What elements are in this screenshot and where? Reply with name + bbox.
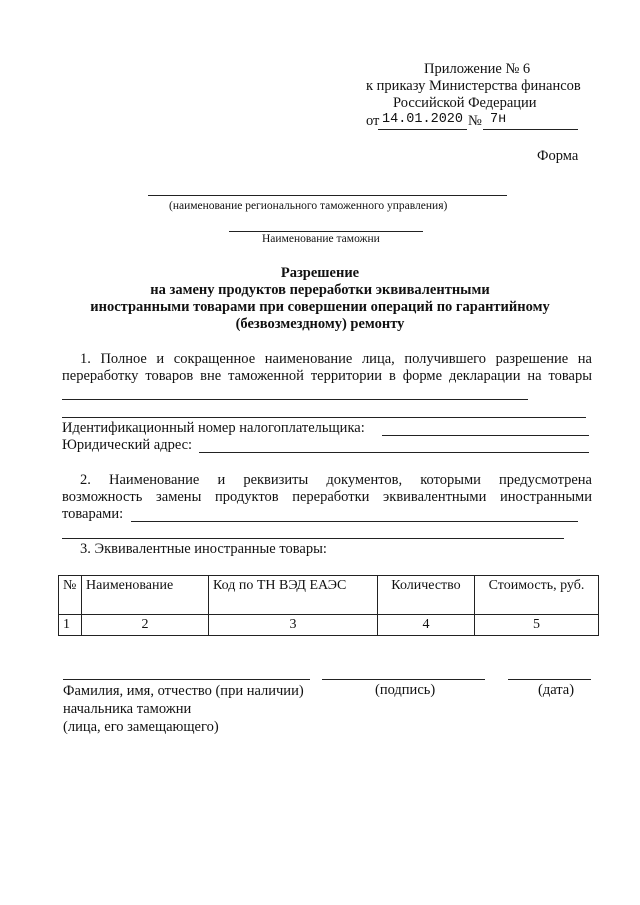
name-signature-line — [63, 679, 310, 680]
number-underline — [483, 129, 578, 130]
number-prefix: № — [468, 113, 482, 129]
customs-name-caption: Наименование таможни — [262, 233, 380, 245]
document-title: Разрешение — [280, 265, 360, 281]
table-header-cell: Код по ТН ВЭД ЕАЭС — [209, 576, 378, 615]
table-cell: 5 — [475, 615, 599, 636]
appendix-number: Приложение № 6 — [424, 61, 531, 77]
regional-office-line — [148, 195, 507, 196]
table-header-cell: Стоимость, руб. — [475, 576, 599, 615]
table-cell: 3 — [209, 615, 378, 636]
section3-heading: 3. Эквивалентные иностранные товары: — [80, 541, 327, 557]
table-row — [59, 615, 599, 636]
legal-address-label: Юридический адрес: — [62, 437, 193, 453]
date-underline — [378, 129, 467, 130]
order-date: 14.01.2020 — [382, 112, 464, 127]
deputy-label: (лица, его замещающего) — [63, 719, 219, 735]
section1-blank-line-2 — [62, 417, 586, 418]
federation-label: Российской Федерации — [393, 95, 537, 111]
full-name-label: Фамилия, имя, отчество (при наличии) — [63, 683, 304, 699]
date-prefix: от — [366, 113, 380, 129]
customs-name-line — [229, 231, 423, 232]
section2-text-line-2: возможность замены продуктов переработки эквивалентными иностранными — [62, 489, 592, 505]
section2-blank-line — [62, 538, 564, 539]
documents-field-line[interactable] — [131, 521, 578, 522]
section2-text-line-3: товарами: — [62, 506, 124, 522]
table-cell: 1 — [59, 615, 82, 636]
document-title-line-4: (безвозмездному) ремонту — [235, 316, 405, 332]
form-label: Форма — [537, 148, 579, 164]
inn-label: Идентификационный номер налогоплательщика: — [62, 420, 365, 436]
document-title-line-2: на замену продуктов переработки эквивалентными — [150, 282, 490, 298]
signature-label: (подпись) — [375, 682, 436, 698]
table-cell: 2 — [82, 615, 209, 636]
regional-office-caption: (наименование регионального таможенного управления) — [169, 200, 448, 212]
legal-address-field-line[interactable] — [199, 452, 589, 453]
table-header-cell: Наименование — [82, 576, 209, 615]
table-header-cell: Количество — [378, 576, 475, 615]
table-cell: 4 — [378, 615, 475, 636]
signature-line — [322, 679, 485, 680]
order-reference: к приказу Министерства финансов — [366, 78, 581, 94]
head-of-customs-label: начальника таможни — [63, 701, 192, 717]
table-header-cell: № — [59, 576, 82, 615]
section1-text-line-2: переработку товаров вне таможенной территории в форме декларации на товары — [62, 368, 592, 384]
goods-table — [58, 575, 599, 636]
section1-blank-line-1 — [62, 399, 528, 400]
date-line — [508, 679, 591, 680]
section1-text-line-1: 1. Полное и сокращенное наименование лица, получившего разрешение на — [80, 351, 592, 367]
section2-text-line-1: 2. Наименование и реквизиты документов, которыми предусмотрена — [80, 472, 592, 488]
date-label: (дата) — [538, 682, 575, 698]
table-header-row — [59, 576, 599, 615]
order-number: 7н — [490, 112, 507, 127]
inn-field-line[interactable] — [382, 435, 589, 436]
document-title-line-3: иностранными товарами при совершении операций по гарантийному — [90, 299, 550, 315]
